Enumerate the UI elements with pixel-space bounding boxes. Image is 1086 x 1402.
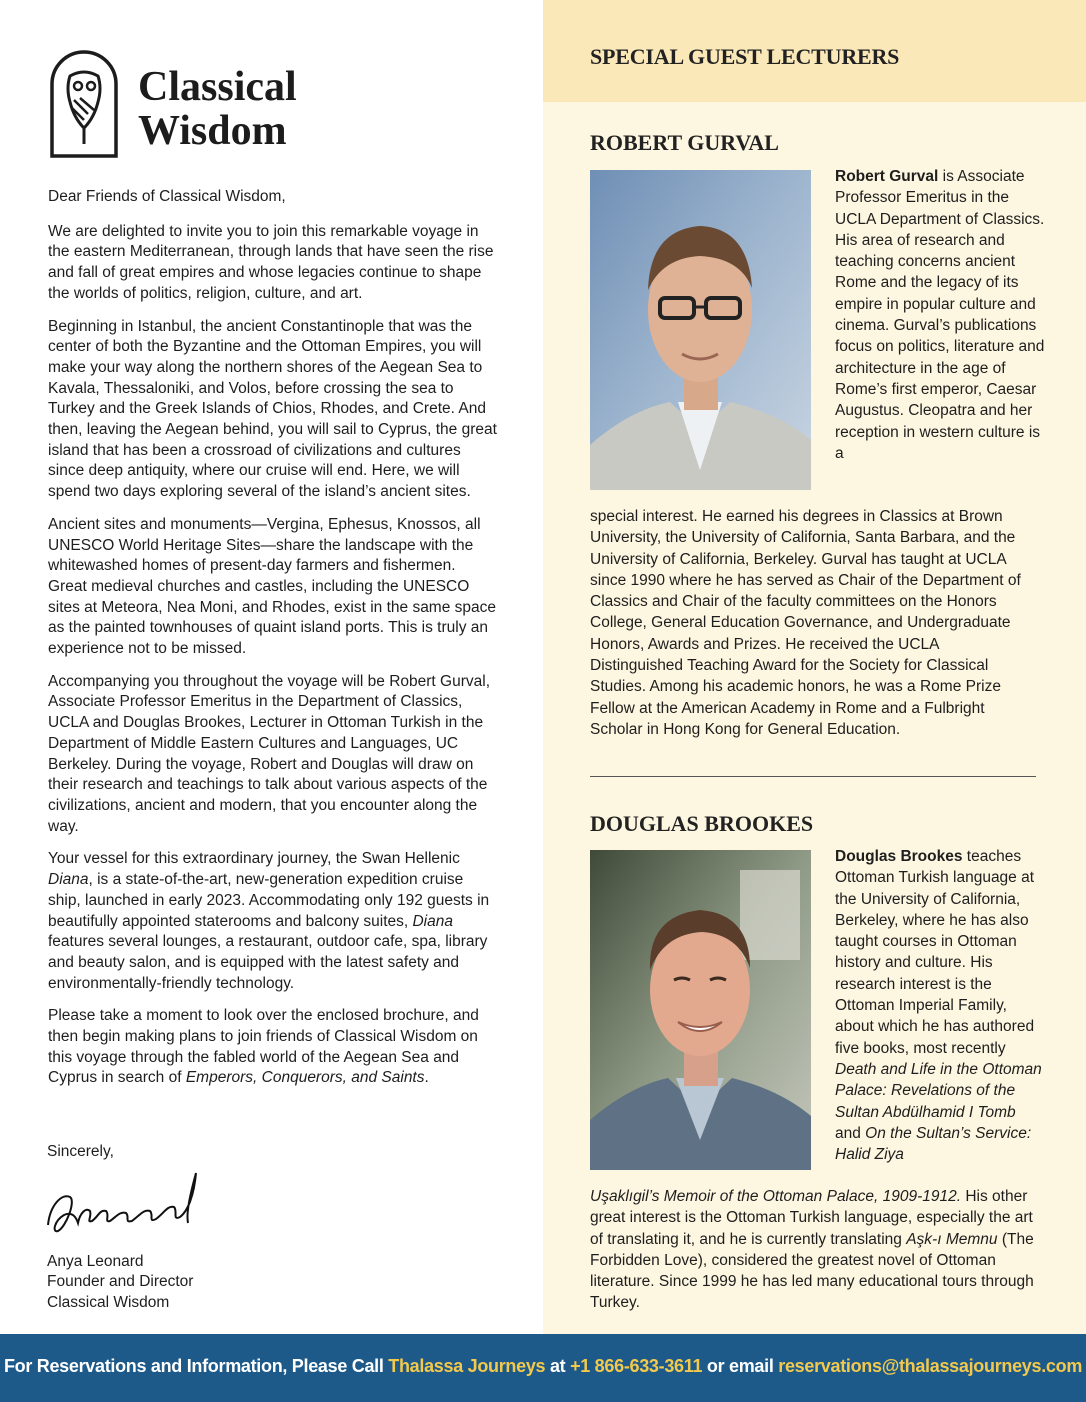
gurval-bio-full: special interest. He earned his degrees in Classics at Brown University, the University of California, Santa Barbara, and the University of California, Berkeley. Gurval has taught at UCLA since 1990 where he has served as Chair of the Department of Classics and Chair of the faculty committees on the Honors College, General Education Governance, and Undergraduate Honors, Awards and Prizes. He received the UCLA Distinguished Teaching Award for the Society for Classical Studies. Among his academic honors, he was a Rome Prize Fellow at the American Academy in Rome and a Fulbright Scholar in Hong Kong for General Education. <box>590 508 1021 738</box>
gurval-bio-side: Robert Gurval is Associate Professor Emeritus in the UCLA Department of Classics. His area of research and teaching concerns ancient Rome and the legacy of its empire in popular culture and cinema. Gurval’s publications focus on politics, literature and architecture in the age of Rome’s first emperor, Caesar Augustus. Cleopatra and her reception in western culture is a <box>835 168 1045 462</box>
gurval-bold-name: Robert Gurval <box>835 168 939 185</box>
logo-word-classical: Classical <box>138 64 297 110</box>
letter-panel <box>0 0 543 1334</box>
greeting: Dear Friends of Classical Wisdom, <box>48 188 286 205</box>
brookes-novel-title: Aşk-ı Memnu <box>906 1230 998 1248</box>
voyage-title: Emperors, Conquerors, and Saints <box>185 1069 425 1087</box>
signature-image <box>40 1165 210 1245</box>
brookes-book-2-start: On the Sultan’s Service: Halid Ziya <box>835 1124 1032 1164</box>
signer-name: Anya Leonard <box>47 1253 144 1270</box>
letter-paragraph-4: Accompanying you throughout the voyage will be Robert Gurval, Associate Professor Emeritus in the Department of Classics, UCLA and Douglas Brookes, Lecturer in Ottoman Turkish in the Department of Middle Eastern Cultures and Languages, UC Berkeley. During the voyage, Robert and Douglas will draw on their research and teachings to talk about various aspects of the civilizations, ancient and modern, that you encounter along the way. <box>48 672 490 835</box>
gurval-name-heading: ROBERT GURVAL <box>590 130 779 155</box>
letter-paragraph-6: Please take a moment to look over the enclosed brochure, and then begin making plans to join friends of Classical Wisdom on this voyage through the fabled world of the Aegean Sea and Cyprus in search of Emperors, Conquerors, and Saints. <box>48 1007 479 1087</box>
ship-name-2: Diana <box>412 912 453 930</box>
brookes-bold-name: Douglas Brookes <box>835 848 963 865</box>
letter-paragraph-5: Your vessel for this extraordinary journey, the Swan Hellenic Diana, is a state-of-the-art, new-generation expedition cruise ship, launched in early 2023. Accommodating only 192 guests in beautifully appointed staterooms and balcony suites, Diana features several lounges, a restaurant, outdoor cafe, spa, library and beauty salon, and is equipped with the latest safety and environmentally-friendly technology. <box>48 850 490 992</box>
lecturers-panel <box>543 0 1086 1334</box>
classical-wisdom-logo <box>48 48 348 160</box>
owl-arch-icon <box>48 48 120 158</box>
brookes-bio-side: Douglas Brookes teaches Ottoman Turkish language at the University of California, Berkeley, where he has also taught courses in Ottoman history and culture. His research interest is the Ottoman Imperial Family, about which he has authored five books, most recently Death and Life in the Ottoman Palace: Revelations of the Sultan Abdülhamid I Tomb and On the Sultan’s Service: Halid Ziya <box>835 848 1042 1164</box>
brookes-bio-full: Uşaklıgil’s Memoir of the Ottoman Palace, 1909-1912. His other great interest is the Ottoman Turkish language, especially the art of translating it, and he is currently translating Aşk-ı Memnu (The Forbidden Love), considered the greatest novel of Ottoman literature. Since 1999 he has led many educational tours through Turkey. <box>590 1188 1034 1312</box>
letter-paragraph-1: We are delighted to invite you to join this remarkable voyage in the eastern Mediterranean, through lands that have seen the rise and fall of great empires and whose legacies continue to shape the worlds of politics, religion, culture, and art. <box>48 222 494 302</box>
section-divider <box>590 776 1036 777</box>
signer-org: Classical Wisdom <box>47 1294 170 1311</box>
reservation-footer <box>0 1334 1086 1402</box>
brookes-portrait-photo <box>590 850 811 1170</box>
brookes-name-heading: DOUGLAS BROOKES <box>590 811 814 836</box>
brookes-book-1: Death and Life in the Ottoman Palace: Revelations of the Sultan Abdülhamid I Tomb <box>835 1060 1042 1121</box>
ship-name: Diana <box>48 871 89 889</box>
letter-paragraph-2: Beginning in Istanbul, the ancient Constantinople that was the center of both the Byzantine and the Ottoman Empires, you will make your way along the northern shores of the Aegean Sea to Kavala, Thessaloniki, and Volos, before crossing the sea to Turkey and the Greek Islands of Chios, Rhodes, and Crete. And then, leaving the Aegean behind, you will sail to Cyprus, the great island that has been a crossroad of civilizations and cultures since deep antiquity, where our cruise will end. Here, we will spend two days exploring several of the island’s ancient sites. <box>48 317 497 501</box>
brookes-book-2-end: Uşaklıgil’s Memoir of the Ottoman Palace, 1909-1912. <box>590 1188 962 1205</box>
invitation-letter <box>48 187 498 1101</box>
lecturers-header <box>543 0 1086 102</box>
email-link[interactable]: reservations@thalassajourneys.com <box>778 1356 1083 1376</box>
phone-number[interactable]: +1 866-633-3611 <box>570 1356 703 1376</box>
gurval-portrait-photo <box>590 170 811 490</box>
footer-text: For Reservations and Information, Please Call Thalassa Journeys at +1 866-633-3611 or email reservations@thalassajourneys.com <box>3 1356 1083 1376</box>
lecturers-heading: SPECIAL GUEST LECTURERS <box>590 44 900 69</box>
company-name: Thalassa Journeys <box>388 1356 546 1376</box>
logo-word-wisdom: Wisdom <box>138 108 287 154</box>
signer-title: Founder and Director <box>47 1273 194 1290</box>
letter-paragraph-3: Ancient sites and monuments—Vergina, Ephesus, Knossos, all UNESCO World Heritage Sites—share the landscape with the whitewashed homes of present-day farmers and fishermen. Great medieval churches and castles, including the UNESCO sites at Meteora, Nea Moni, and Rhodes, exist in the same space as the painted townhouses of quaint island ports. This is truly an experience not to be missed. <box>48 515 497 658</box>
closing: Sincerely, <box>47 1143 114 1160</box>
